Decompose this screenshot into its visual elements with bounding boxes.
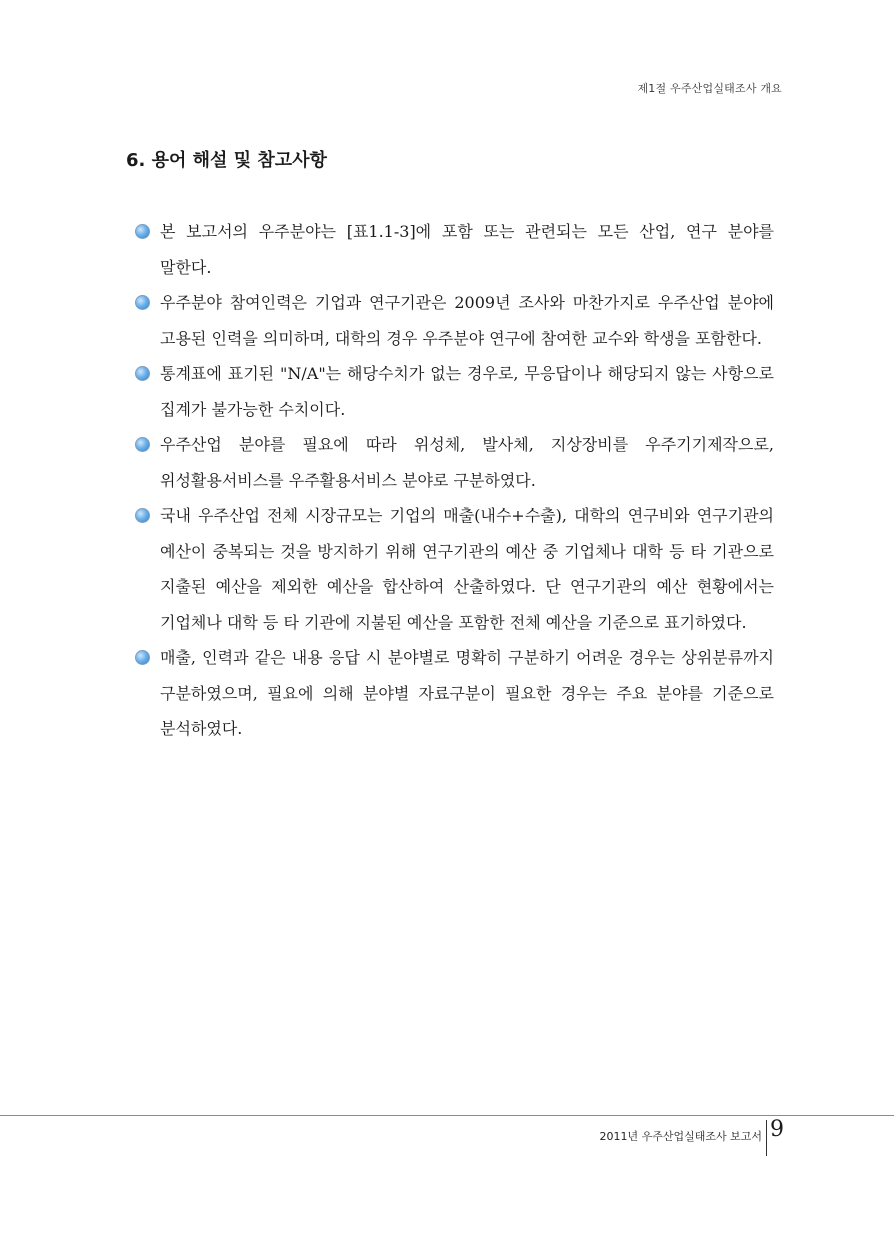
list-item: [134, 498, 774, 640]
footer-report-title: 2011년 우주산업실태조사 보고서: [599, 1130, 762, 1143]
footer-divider: [766, 1120, 767, 1156]
list-item: [134, 356, 774, 427]
page-number: 9: [770, 1117, 784, 1142]
list-item: [134, 640, 774, 747]
list-item-text: 국내 우주산업 전체 시장규모는 기업의 매출(내수+수출), 대학의 연구비와 연구기관의 예산이 중복되는 것을 방지하기 위해 연구기관의 예산 중 기업체나 대학 등 타 기관으로 지출된 예산을 제외한 예산을 합산하여 산출하였다. 단 연구기관의 예산 현황에서는 기업체나 대학 등 타 기관에 지불된 예산을 포함한 전체 예산을 기준으로 표기하였다.: [160, 506, 774, 632]
bullet-icon: [135, 508, 150, 523]
list-item: [134, 214, 774, 285]
running-header: 제1절 우주산업실태조사 개요: [637, 82, 782, 95]
bullet-icon: [135, 295, 150, 310]
bullet-list: [134, 214, 774, 747]
bullet-icon: [135, 366, 150, 381]
list-item-text: 본 보고서의 우주분야는 [표1.1-3]에 포함 또는 관련되는 모든 산업, 연구 분야를 말한다.: [160, 222, 774, 277]
list-item-text: 매출, 인력과 같은 내용 응답 시 분야별로 명확히 구분하기 어려운 경우는 상위분류까지 구분하였으며, 필요에 의해 분야별 자료구분이 필요한 경우는 주요 분야를 기준으로 분석하였다.: [160, 648, 774, 738]
section-title: 6. 용어 해설 및 참고사항: [126, 150, 327, 171]
list-item-text: 통계표에 표기된 "N/A"는 해당수치가 없는 경우로, 무응답이나 해당되지 않는 사항으로 집계가 불가능한 수치이다.: [160, 364, 774, 419]
bullet-icon: [135, 650, 150, 665]
footer-rule: [0, 1115, 894, 1116]
list-item: [134, 285, 774, 356]
bullet-icon: [135, 224, 150, 239]
list-item: [134, 427, 774, 498]
bullet-icon: [135, 437, 150, 452]
list-item-text: 우주분야 참여인력은 기업과 연구기관은 2009년 조사와 마찬가지로 우주산업 분야에 고용된 인력을 의미하며, 대학의 경우 우주분야 연구에 참여한 교수와 학생을 포함한다.: [160, 293, 774, 348]
list-item-text: 우주산업 분야를 필요에 따라 위성체, 발사체, 지상장비를 우주기기제작으로, 위성활용서비스를 우주활용서비스 분야로 구분하였다.: [160, 435, 774, 490]
